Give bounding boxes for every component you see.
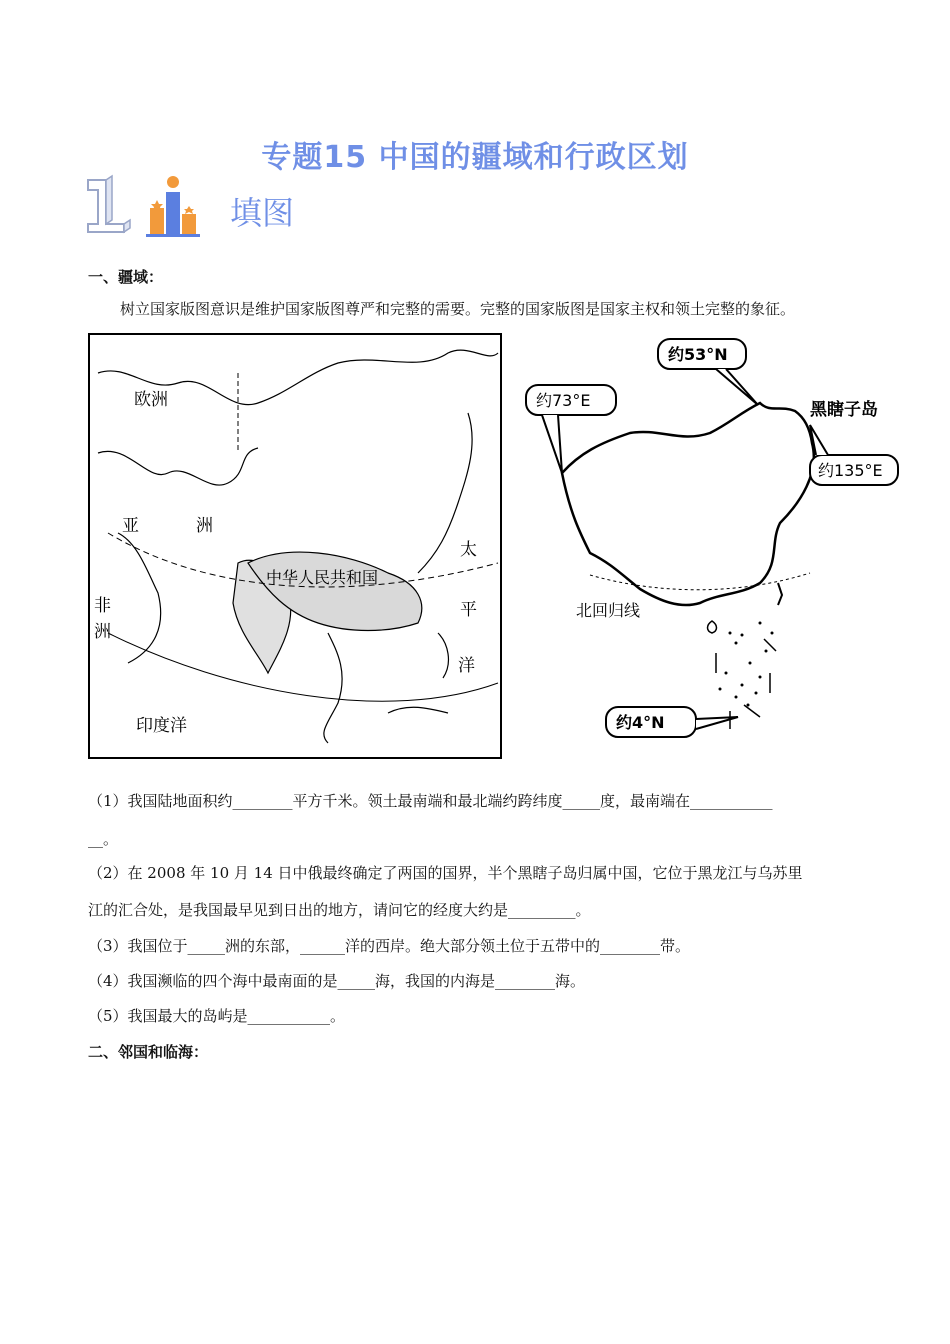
china-extent-map <box>520 333 900 753</box>
question-1-line2: __。 <box>88 830 119 848</box>
1-badge-icon <box>84 174 224 240</box>
map-label-pacific-1: 太 <box>460 540 477 560</box>
island-label: 黑瞎子岛 <box>810 400 878 420</box>
map-label-europe: 欧洲 <box>134 390 168 410</box>
question-5: （5）我国最大的岛屿是___________。 <box>88 1007 346 1025</box>
map-label-pacific-3: 洋 <box>458 656 475 676</box>
callout-south: 约4°N <box>616 713 665 732</box>
map-label-pacific-2: 平 <box>460 600 477 620</box>
section-banner <box>84 174 344 240</box>
map-label-indian-ocean: 印度洋 <box>136 716 187 736</box>
map-label-china: 中华人民共和国 <box>266 568 379 587</box>
section-label: 填图 <box>230 194 295 232</box>
question-4: （4）我国濒临的四个海中最南面的是_____海，我国的内海是________海。 <box>88 972 586 990</box>
page-title: 专题15 中国的疆域和行政区划 <box>261 140 689 175</box>
tropic-label: 北回归线 <box>576 601 641 620</box>
map-label-asia-1: 亚 <box>122 516 139 536</box>
question-2-line2: 江的汇合处，是我国最早见到日出的地方，请问它的经度大约是_________。 <box>88 901 591 919</box>
callout-north: 约53°N <box>668 345 728 364</box>
podium-chart-icon <box>146 176 200 237</box>
section2-heading: 二、邻国和临海： <box>88 1043 209 1061</box>
question-2-line1: （2）在 2008 年 10 月 14 日中俄最终确定了两国的国界，半个黑瞎子岛归属中国，它位于黑龙江与乌苏里 <box>88 864 803 882</box>
map-label-africa-2: 洲 <box>94 622 111 642</box>
callout-east: 约135°E <box>818 461 883 480</box>
question-1-line1: （1）我国陆地面积约________平方千米。领土最南端和最北端约跨纬度_____度，最南端在___________ <box>88 792 773 810</box>
asia-map <box>88 333 502 759</box>
map-label-asia-2: 洲 <box>196 516 213 536</box>
intro-paragraph: 树立国家版图意识是维护国家版图尊严和完整的需要。完整的国家版图是国家主权和领土完整的象征。 <box>120 300 796 318</box>
map-label-africa-1: 非 <box>94 596 111 616</box>
question-3: （3）我国位于_____洲的东部，______洋的西岸。绝大部分领土位于五带中的________带。 <box>88 937 691 955</box>
callout-west: 约73°E <box>536 391 591 410</box>
section1-heading: 一、疆域： <box>88 268 164 286</box>
